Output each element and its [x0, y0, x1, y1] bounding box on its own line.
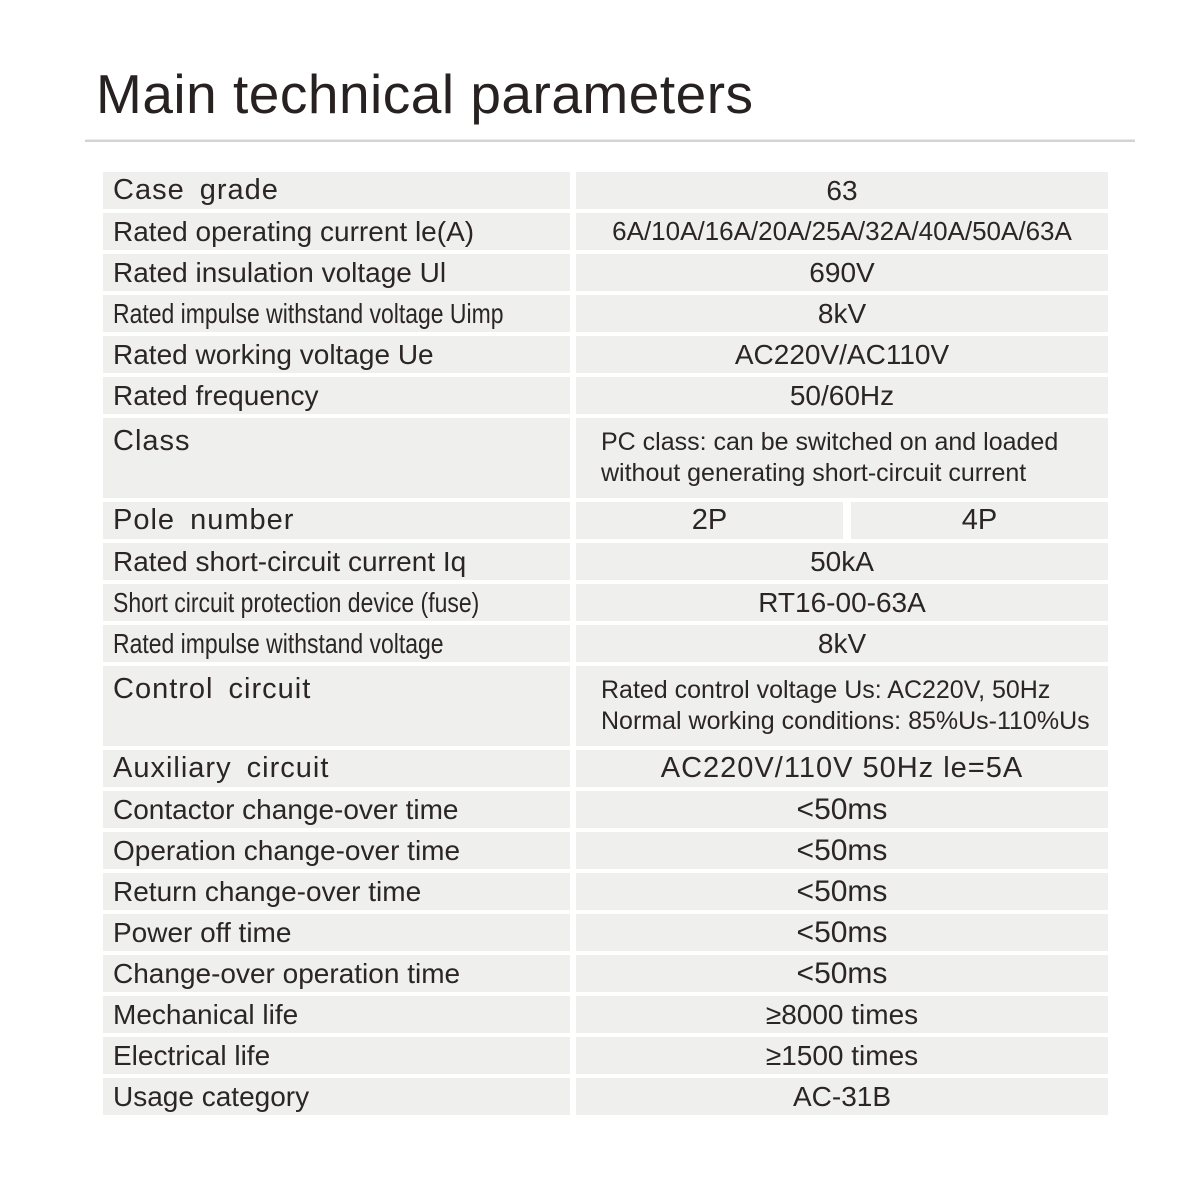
row-label: Electrical life: [103, 1037, 570, 1074]
table-row: [103, 955, 1108, 992]
row-value-line2: Normal working conditions: 85%Us-110%Us: [601, 707, 1090, 735]
row-value: AC-31B: [576, 1078, 1108, 1115]
row-label: Change-over operation time: [103, 955, 570, 992]
row-label: Rated impulse withstand voltage: [103, 625, 570, 662]
row-value-line1: PC class: can be switched on and loaded: [601, 428, 1059, 456]
row-value: 8kV: [576, 295, 1108, 332]
row-label: Return change-over time: [103, 873, 570, 910]
row-value: 50/60Hz: [576, 377, 1108, 414]
row-value: ≥8000 times: [576, 996, 1108, 1033]
row-value: 690V: [576, 254, 1108, 291]
table-row: [103, 666, 1108, 746]
row-value-4p: 4P: [851, 502, 1108, 539]
row-value: 63: [576, 172, 1108, 209]
row-value: AC220V/110V 50Hz le=5A: [576, 750, 1108, 787]
row-label: Short circuit protection device (fuse): [103, 584, 570, 621]
row-value-line1: Rated control voltage Us: AC220V, 50Hz: [601, 676, 1051, 704]
title-divider: [85, 139, 1135, 142]
row-label: Operation change-over time: [103, 832, 570, 869]
table-row: [103, 543, 1108, 580]
table-row: [103, 213, 1108, 250]
row-label: Power off time: [103, 914, 570, 951]
row-value: [576, 666, 1108, 746]
row-label: Auxiliary circuit: [103, 750, 570, 787]
row-value: <50ms: [576, 955, 1108, 992]
row-label: Control circuit: [103, 666, 570, 746]
row-label: Rated frequency: [103, 377, 570, 414]
table-row: [103, 377, 1108, 414]
params-table: [103, 172, 1108, 1119]
row-value-line2: without generating short-circuit current: [601, 459, 1027, 487]
row-label: Case grade: [103, 172, 570, 209]
table-row: [103, 1037, 1108, 1074]
table-row: [103, 625, 1108, 662]
row-label: Rated working voltage Ue: [103, 336, 570, 373]
row-label: Rated impulse withstand voltage Uimp: [103, 295, 570, 332]
row-value: <50ms: [576, 914, 1108, 951]
table-row: [103, 750, 1108, 787]
table-row: [103, 336, 1108, 373]
row-label: Pole number: [103, 502, 570, 539]
table-row: [103, 295, 1108, 332]
table-row: [103, 791, 1108, 828]
row-value-2p: 2P: [576, 502, 843, 539]
table-row: [103, 172, 1108, 209]
row-value: 8kV: [576, 625, 1108, 662]
row-label: Contactor change-over time: [103, 791, 570, 828]
row-value: ≥1500 times: [576, 1037, 1108, 1074]
table-row: [103, 996, 1108, 1033]
table-row: [103, 418, 1108, 498]
table-row: [103, 1078, 1108, 1115]
row-label: Class: [103, 418, 570, 498]
row-label: Mechanical life: [103, 996, 570, 1033]
row-value: 6A/10A/16A/20A/25A/32A/40A/50A/63A: [576, 213, 1108, 250]
row-label: Rated operating current le(A): [103, 213, 570, 250]
row-value: [576, 418, 1108, 498]
row-value: <50ms: [576, 832, 1108, 869]
table-row: [103, 873, 1108, 910]
table-row: [103, 584, 1108, 621]
row-label: Rated short-circuit current Iq: [103, 543, 570, 580]
row-value: <50ms: [576, 791, 1108, 828]
row-value: RT16-00-63A: [576, 584, 1108, 621]
row-label: Rated insulation voltage Ul: [103, 254, 570, 291]
row-value: AC220V/AC110V: [576, 336, 1108, 373]
row-value: <50ms: [576, 873, 1108, 910]
table-row: [103, 502, 1108, 539]
row-label: Usage category: [103, 1078, 570, 1115]
page-title: Main technical parameters: [96, 63, 754, 125]
table-row: [103, 832, 1108, 869]
table-row: [103, 254, 1108, 291]
row-value: 50kA: [576, 543, 1108, 580]
table-row: [103, 914, 1108, 951]
